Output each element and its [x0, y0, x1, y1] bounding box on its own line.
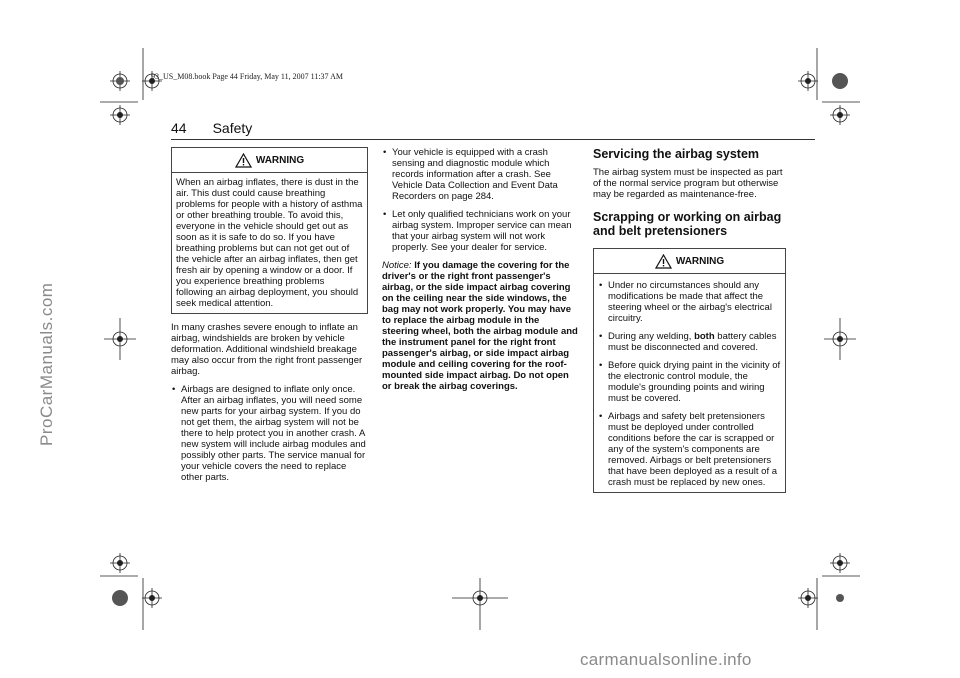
- warning-text: When an airbag inflates, there is dust in the air. This dust could cause breathing problems for people with a history of asthma or other breathing trouble. To avoid this, everyone in the vehicle should get out as soon as it is safe to do so. If you have breathing problems but can not get out of the vehicle after an airbag inflates, then get fresh air by opening a window or a door. If you experience breathing problems following an airbag deployment, you should seek medical attention.: [176, 177, 363, 309]
- warning-title: WARNING: [255, 154, 305, 166]
- side-watermark: ProCarManuals.com: [37, 282, 56, 446]
- section-title: Safety: [212, 120, 253, 136]
- list-item: • Airbags and safety belt pretensioners must be deployed under controlled conditions before the car is scrapped or any of the system's components are removed. Airbags or belt pretensioners that have been deployed as a result of a crash must be replaced by new ones.: [598, 411, 781, 488]
- section-heading: Scrapping or working on airbag and belt pretensioners: [593, 210, 782, 238]
- middle-column: [382, 147, 578, 392]
- warning-triangle-icon: [655, 254, 672, 269]
- footer-watermark: carmanualsonline.info: [580, 650, 752, 669]
- left-column: [171, 147, 368, 490]
- notice-label: Notice:: [382, 260, 412, 271]
- bullet-list: [382, 147, 578, 253]
- list-item: • Before quick drying paint in the vicinity of the electronic control module, the module's grounding points and wiring must be covered.: [598, 360, 781, 404]
- notice-text: If you damage the covering for the driver's or the right front passenger's airbag, or the side impact airbag covering on the ceiling near the side windows, the bag may not work properly. You may have to replace the airbag module in the steering wheel, both the airbag module and the instrument panel for the right front passenger's airbag, or side impact airbag module and ceiling covering for the roof-mounted side impact airbag. Do not open or break the airbag coverings.: [382, 260, 578, 392]
- list-item-emphasis: both: [694, 331, 715, 342]
- list-item: • Let only qualified technicians work on your airbag system. Improper service can mean that your airbag system will not work properly. See your dealer for service.: [382, 209, 578, 253]
- bullet-list: [171, 384, 368, 483]
- header-rule: [171, 139, 815, 140]
- warning-list: [594, 274, 785, 492]
- paragraph: The airbag system must be inspected as part of the normal service program but otherwise may be regarded as maintenance-free.: [593, 167, 783, 200]
- warning-title: WARNING: [675, 255, 725, 267]
- warning-header: [594, 249, 785, 274]
- notice-paragraph: [382, 260, 578, 392]
- warning-box: [593, 248, 786, 493]
- right-column: [593, 147, 786, 493]
- warning-header: [172, 148, 367, 173]
- book-info-line: 93_US_M08.book Page 44 Friday, May 11, 2007 11:37 AM: [151, 72, 343, 81]
- page-header: [171, 120, 252, 136]
- list-item-text: battery cables must be disconnected and covered.: [608, 331, 777, 353]
- list-item: • Airbags are designed to inflate only once. After an airbag inflates, you will need some new parts for your airbag system. If you do not get them, the airbag system will not be there to help protect you in another crash. A new system will include airbag modules and possibly other parts. The service manual for your vehicle covers the need to replace other parts.: [171, 384, 368, 483]
- list-item: • Under no circumstances should any modifications be made that affect the steering wheel or the airbag's electrical circuitry.: [598, 280, 781, 324]
- warning-box: [171, 147, 368, 314]
- section-heading: Servicing the airbag system: [593, 147, 760, 161]
- list-item: [598, 331, 781, 353]
- page-number: 44: [171, 120, 187, 136]
- list-item: • Your vehicle is equipped with a crash sensing and diagnostic module which records information after a crash. See Vehicle Data Collection and Event Data Recorders on page 284.: [382, 147, 578, 202]
- warning-triangle-icon: [235, 153, 252, 168]
- paragraph: In many crashes severe enough to inflate an airbag, windshields are broken by vehicle deformation. Additional windshield breakage may also occur from the right front passenger airbag.: [171, 322, 363, 377]
- list-item-text: During any welding,: [608, 331, 695, 342]
